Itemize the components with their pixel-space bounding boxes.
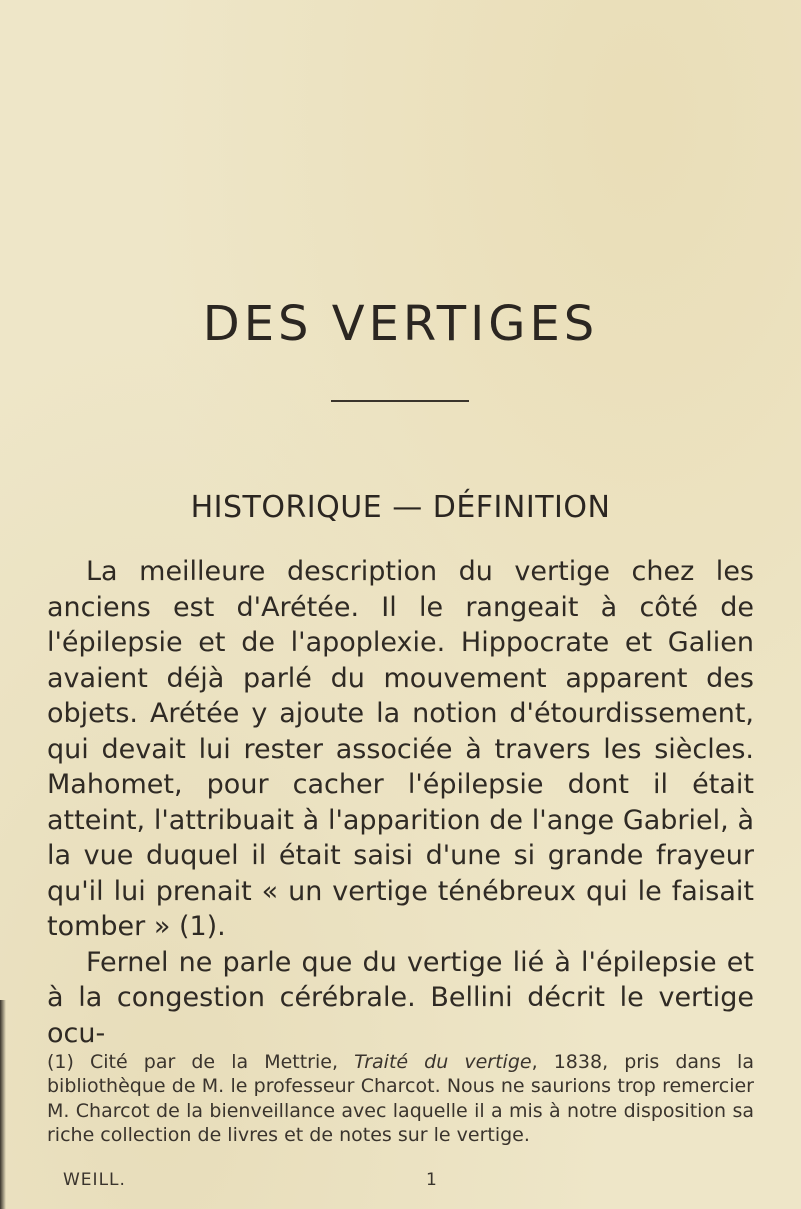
footnote-work-title: Traité du vertige [354, 1051, 532, 1073]
footnote-lead: (1) Cité par de la Mettrie, [47, 1051, 355, 1073]
printer-signature: WEILL. [63, 1170, 126, 1190]
footnote [47, 1050, 754, 1148]
title-rule [331, 400, 469, 402]
section-subtitle: HISTORIQUE — DÉFINITION [190, 490, 611, 525]
sheet-mark: 1 [426, 1170, 437, 1190]
footnote-rest: , 1838, pris dans la bibliothèque de M. le professeur Charcot. Nous ne saurions trop remercier M. Charcot de la bienveillance avec laquelle il a mis à notre disposition sa riche collection de livres et de notes sur le vertige. [47, 1051, 754, 1147]
binding-edge [0, 1000, 6, 1209]
chapter-title: DES VERTIGES [202, 296, 599, 352]
paragraph: Fernel ne parle que du vertige lié à l'épilepsie et à la congestion cérébrale. Bellini décrit le vertige ocu- [47, 946, 754, 1049]
body-text [47, 554, 754, 1051]
paragraph: La meilleure description du vertige chez les anciens est d'Arétée. Il le rangeait à côté de l'épilepsie et de l'apoplexie. Hippocrate et Galien avaient déjà parlé du mouvement apparent des objets. Arétée y ajoute la notion d'étourdissement, qui devait lui rester associée à travers les siècles. Mahomet, pour cacher l'épilepsie dont il était atteint, l'attribuait à l'apparition de l'ange Gabriel, à la vue duquel il était saisi d'une si grande frayeur qu'il lui prenait « un vertige ténébreux qui le faisait tomber » (1). [47, 556, 754, 942]
